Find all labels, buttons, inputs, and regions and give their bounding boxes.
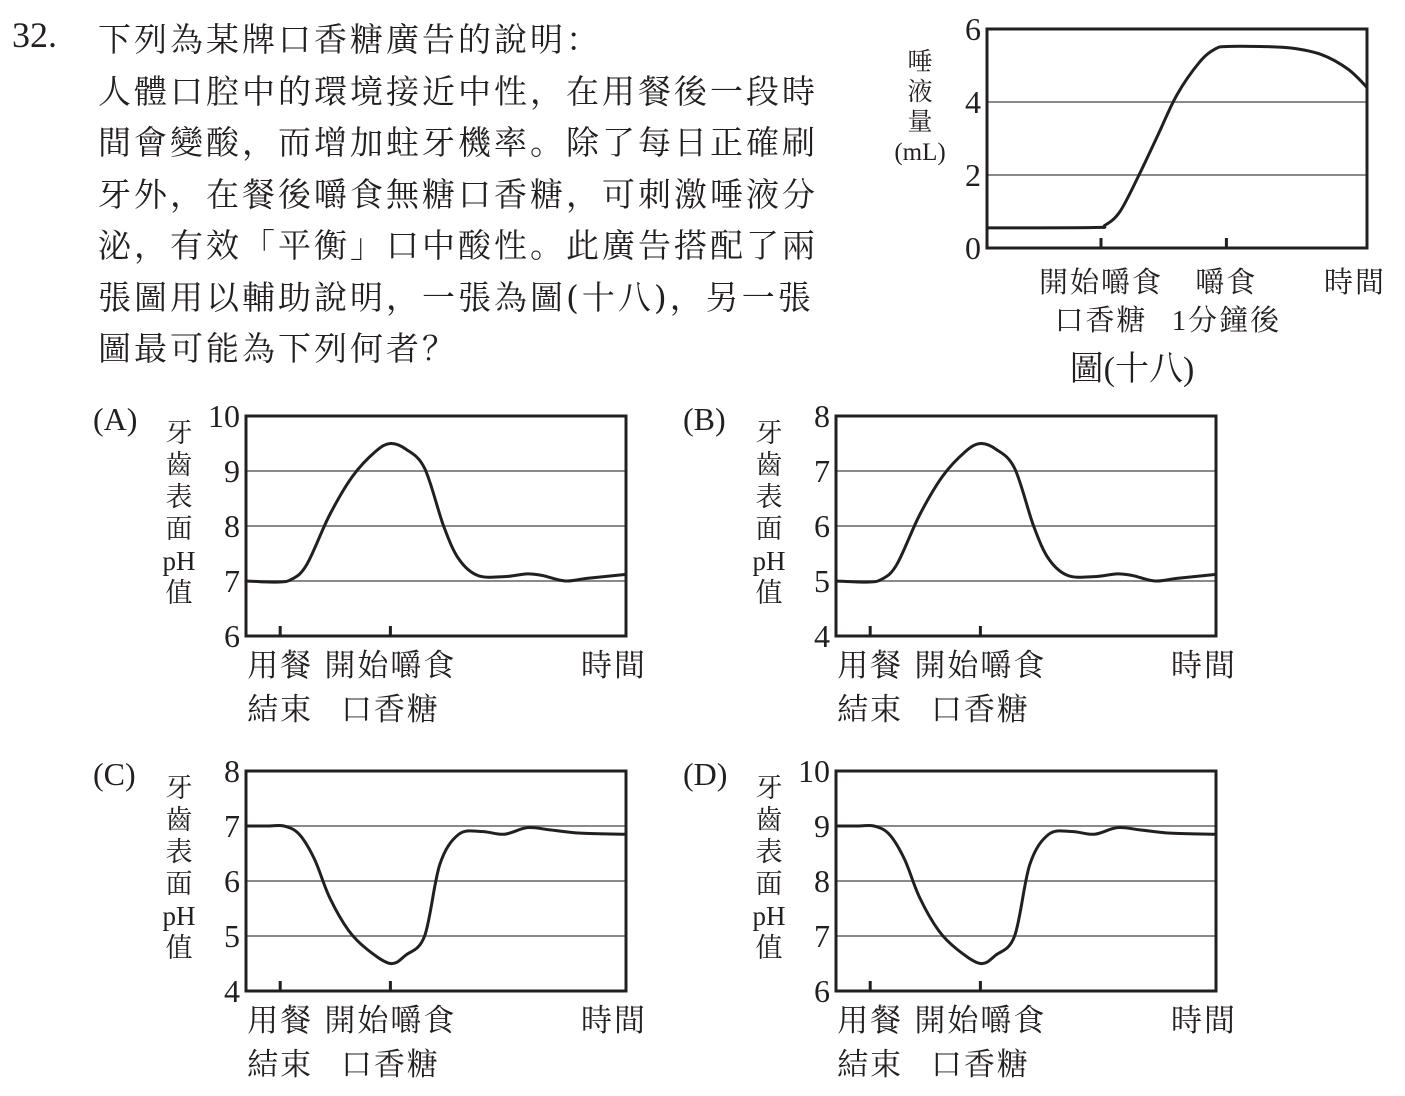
question-text (98, 14, 868, 375)
option-d-chart[interactable] (675, 755, 1265, 1095)
plot-frame (987, 29, 1367, 248)
x-marker-label: 結束 (247, 692, 314, 727)
y-axis-label: 值 (165, 933, 193, 963)
y-tick-label: 8 (814, 863, 830, 899)
y-axis-label: 面 (755, 869, 783, 899)
y-axis-label: 面 (165, 514, 193, 544)
y-tick-label: 0 (965, 230, 981, 266)
x-marker-label: 口香糖 (340, 692, 440, 727)
x-marker-label: 結束 (837, 692, 904, 727)
saliva-chart (870, 10, 1400, 400)
y-tick-label: 7 (814, 918, 830, 954)
y-axis-label: 齒 (165, 805, 193, 835)
y-tick-label: 9 (224, 453, 240, 489)
question-line: 泌，有效「平衡」口中酸性。此廣告搭配了兩 (98, 226, 818, 265)
x-axis-label: 時間 (581, 1003, 647, 1038)
y-axis-label: pH (752, 546, 786, 576)
y-tick-label: 9 (814, 808, 830, 844)
option-label: (B) (683, 401, 726, 437)
y-tick-label: 4 (965, 84, 981, 120)
y-axis-label: pH (162, 901, 196, 931)
question-line: 人體口腔中的環境接近中性，在用餐後一段時 (98, 71, 818, 111)
x-marker-label: 口香糖 (930, 692, 1030, 727)
option-label: (A) (93, 401, 138, 437)
y-axis-label: 面 (755, 514, 783, 544)
question-line: 下列為某牌口香糖廣告的說明： (98, 20, 602, 59)
y-axis-label: 牙 (165, 418, 193, 448)
y-axis-label: 面 (165, 869, 193, 899)
y-axis-label: 表 (755, 482, 783, 512)
x-marker-label: 嚼食 (1195, 267, 1258, 299)
question-line: 圖最可能為下列何者？ (98, 329, 458, 368)
option-c-chart[interactable] (85, 755, 675, 1095)
series-line (836, 443, 1216, 582)
y-axis-label: 齒 (755, 450, 783, 480)
option-a-chart[interactable] (85, 400, 675, 740)
x-marker-label: 結束 (247, 1047, 314, 1082)
x-marker-label: 口香糖 (1054, 305, 1148, 337)
option-label: (C) (93, 756, 136, 792)
series-line (836, 825, 1216, 963)
y-axis-label: 液 (907, 79, 933, 106)
y-tick-label: 4 (814, 618, 830, 654)
figure-caption: 圖(十八) (1069, 351, 1195, 388)
y-tick-label: 6 (814, 508, 830, 544)
y-tick-label: 6 (224, 863, 240, 899)
y-axis-label: 表 (755, 837, 783, 867)
x-marker-label: 開始嚼食 (1038, 267, 1164, 299)
x-marker-label: 開始嚼食 (324, 1003, 457, 1038)
x-marker-label: 開始嚼食 (914, 648, 1047, 683)
series-line (987, 46, 1367, 228)
y-tick-label: 5 (814, 563, 830, 599)
x-marker-label: 口香糖 (930, 1047, 1030, 1082)
x-marker-label: 口香糖 (340, 1047, 440, 1082)
y-tick-label: 4 (224, 973, 240, 1009)
question-line: 張圖用以輔助說明，一張為圖(十八)，另一張 (98, 277, 814, 317)
y-axis-label: 值 (165, 578, 193, 608)
x-marker-label: 用餐 (837, 648, 904, 683)
y-axis-label: pH (162, 546, 196, 576)
y-axis-label: 齒 (165, 450, 193, 480)
option-b-chart[interactable] (675, 400, 1265, 740)
series-line (246, 825, 626, 963)
y-tick-label: 6 (814, 973, 830, 1009)
x-marker-label: 開始嚼食 (324, 648, 457, 683)
y-tick-label: 2 (965, 157, 981, 193)
y-axis-label: 唾 (907, 49, 933, 76)
y-tick-label: 7 (814, 453, 830, 489)
y-tick-label: 7 (224, 563, 240, 599)
x-marker-label: 用餐 (837, 1003, 904, 1038)
y-axis-label: 牙 (755, 418, 783, 448)
y-axis-label: 量 (907, 109, 933, 136)
y-axis-label: (mL) (894, 139, 946, 166)
y-tick-label: 6 (965, 11, 981, 47)
y-tick-label: 8 (814, 400, 830, 434)
option-label: (D) (683, 756, 728, 792)
x-marker-label: 用餐 (247, 1003, 314, 1038)
y-axis-label: 齒 (755, 805, 783, 835)
y-axis-label: pH (752, 901, 786, 931)
y-tick-label: 5 (224, 918, 240, 954)
y-axis-label: 值 (755, 578, 783, 608)
y-axis-label: 值 (755, 933, 783, 963)
y-tick-label: 10 (798, 755, 830, 789)
y-axis-label: 表 (165, 482, 193, 512)
series-line (246, 443, 626, 582)
y-axis-label: 表 (165, 837, 193, 867)
y-tick-label: 8 (224, 508, 240, 544)
y-tick-label: 10 (208, 400, 240, 434)
y-axis-label: 牙 (755, 773, 783, 803)
x-marker-label: 用餐 (247, 648, 314, 683)
y-axis-label: 牙 (165, 773, 193, 803)
x-marker-label: 結束 (837, 1047, 904, 1082)
y-tick-label: 7 (224, 808, 240, 844)
y-tick-label: 8 (224, 755, 240, 789)
question-line: 牙外，在餐後嚼食無糖口香糖，可刺激唾液分 (98, 174, 818, 214)
x-axis-label: 時間 (581, 648, 647, 683)
x-axis-label: 時間 (1171, 1003, 1237, 1038)
question-line: 間會變酸，而增加蛀牙機率。除了每日正確刷 (98, 123, 818, 162)
x-axis-label: 時間 (1171, 648, 1237, 683)
question-number: 32. (12, 15, 57, 55)
y-tick-label: 6 (224, 618, 240, 654)
x-axis-label: 時間 (1323, 267, 1387, 299)
x-marker-label: 開始嚼食 (914, 1003, 1047, 1038)
x-marker-label: 1分鐘後 (1171, 305, 1282, 337)
